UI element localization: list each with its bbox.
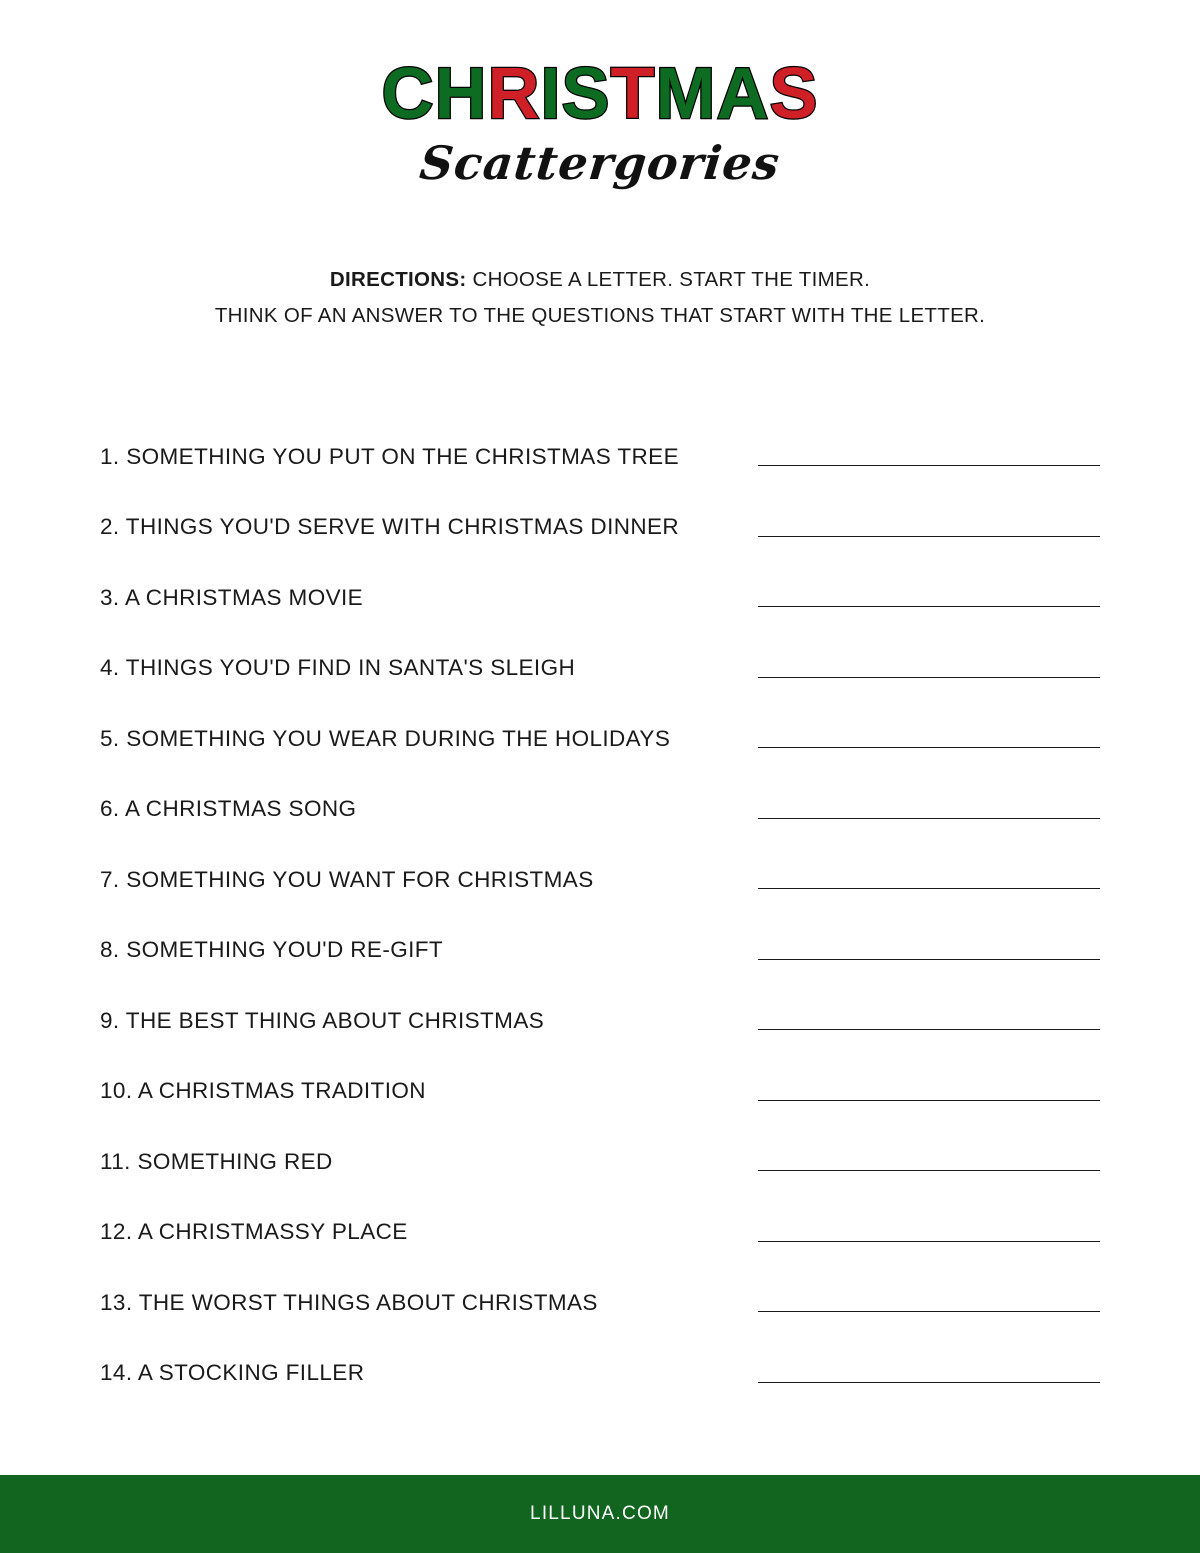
directions-label: DIRECTIONS: (329, 268, 467, 291)
question-text: 6. A CHRISTMAS SONG (100, 796, 357, 822)
answer-field[interactable] (575, 677, 1100, 684)
directions-line-1 (185, 262, 1015, 298)
title-letter-1: C (381, 54, 435, 134)
footer-bar (0, 1475, 1200, 1553)
answer-field[interactable] (598, 1311, 1100, 1318)
answer-rule (758, 465, 1100, 466)
question-text: 12. A CHRISTMASSY PLACE (100, 1219, 408, 1245)
directions-line-1-rest: CHOOSE A LETTER. START THE TIMER. (466, 268, 871, 291)
answer-field[interactable] (363, 606, 1100, 613)
title-letter-5: S (561, 54, 611, 134)
title-letter-6: T (610, 54, 656, 134)
list-item (100, 966, 1100, 1037)
answer-rule (758, 1382, 1100, 1383)
answer-rule (758, 1311, 1100, 1312)
answer-rule (758, 536, 1100, 537)
list-item (100, 472, 1100, 543)
answer-field[interactable] (426, 1100, 1100, 1107)
title-letter-4: I (540, 54, 562, 134)
question-text: 2. THINGS YOU'D SERVE WITH CHRISTMAS DINNER (100, 514, 680, 540)
list-item (100, 1248, 1100, 1319)
answer-rule (758, 818, 1100, 819)
question-text: 11. SOMETHING RED (100, 1148, 333, 1174)
question-text: 14. A STOCKING FILLER (100, 1360, 365, 1386)
list-item (100, 402, 1100, 473)
list-item (100, 613, 1100, 684)
list-item (100, 684, 1100, 755)
answer-field[interactable] (364, 1382, 1100, 1389)
question-text: 7. SOMETHING YOU WANT FOR CHRISTMAS (100, 866, 594, 892)
answer-rule (758, 1170, 1100, 1171)
answer-field[interactable] (443, 959, 1100, 966)
title-letter-9: S (769, 54, 819, 134)
question-text: 10. A CHRISTMAS TRADITION (100, 1078, 426, 1104)
answer-field[interactable] (408, 1241, 1100, 1248)
answer-field[interactable] (679, 536, 1100, 543)
question-text: 5. SOMETHING YOU WEAR DURING THE HOLIDAYS (100, 725, 671, 751)
answer-field[interactable] (670, 747, 1100, 754)
list-item (100, 543, 1100, 614)
answer-rule (758, 1100, 1100, 1101)
list-item (100, 754, 1100, 825)
title-letter-2: H (434, 54, 488, 134)
answer-field[interactable] (333, 1170, 1100, 1177)
list-item (100, 895, 1100, 966)
answer-field[interactable] (544, 1029, 1100, 1036)
question-text: 1. SOMETHING YOU PUT ON THE CHRISTMAS TREE (100, 443, 679, 469)
title-letter-8: A (716, 54, 770, 134)
list-item (100, 825, 1100, 896)
answer-rule (758, 1029, 1100, 1030)
answer-field[interactable] (594, 888, 1100, 895)
question-text: 3. A CHRISTMAS MOVIE (100, 584, 364, 610)
directions-block (185, 262, 1015, 334)
list-item (100, 1318, 1100, 1389)
title-block (0, 0, 1200, 190)
page-title (0, 54, 1200, 134)
title-letter-3: R (487, 54, 541, 134)
answer-rule (758, 888, 1100, 889)
page-subtitle: Scattergories (417, 136, 783, 190)
answer-field[interactable] (356, 818, 1100, 825)
answer-rule (758, 677, 1100, 678)
question-text: 9. THE BEST THING ABOUT CHRISTMAS (100, 1007, 545, 1033)
list-item (100, 1177, 1100, 1248)
question-text: 4. THINGS YOU'D FIND IN SANTA'S SLEIGH (100, 655, 576, 681)
title-letter-7: M (655, 54, 717, 134)
answer-rule (758, 959, 1100, 960)
directions-line-2: THINK OF AN ANSWER TO THE QUESTIONS THAT START WITH THE LETTER. (214, 303, 986, 327)
footer-website-label: LILLUNA.COM (530, 1503, 670, 1524)
list-item (100, 1036, 1100, 1107)
question-text: 8. SOMETHING YOU'D RE-GIFT (100, 937, 444, 963)
answer-rule (758, 1241, 1100, 1242)
answer-field[interactable] (679, 465, 1100, 472)
question-text: 13. THE WORST THINGS ABOUT CHRISTMAS (100, 1289, 598, 1315)
question-list (100, 402, 1100, 1389)
answer-rule (758, 747, 1100, 748)
list-item (100, 1107, 1100, 1178)
answer-rule (758, 606, 1100, 607)
